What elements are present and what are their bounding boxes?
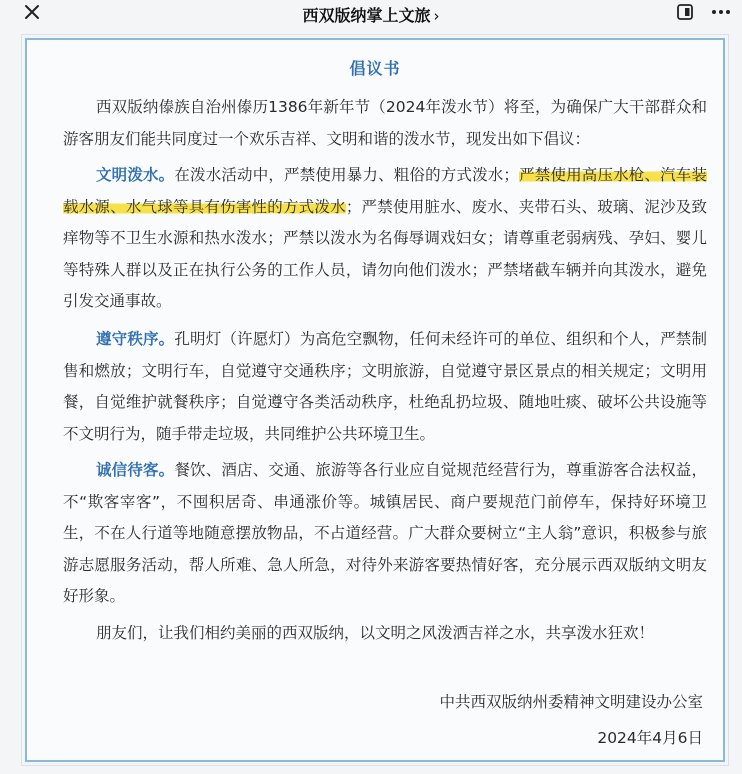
section-text: ；严禁使用脏水、废水、夹带石头、玻璃、泥沙及致痒物等不卫生水源和热水泼水；严禁以泼水为名侮辱调戏妇女；请尊重老弱病残、孕妇、婴儿等特殊人群以及正在执行公务的工作人员，请勿向他们泼水；严禁堵截车辆并向其泼水，避免引发交通事故。 xyxy=(63,197,707,310)
floating-window-button[interactable] xyxy=(676,3,694,21)
section-civilized-water-splashing xyxy=(63,160,707,318)
account-title: 西双版纳掌上文旅 xyxy=(302,6,431,25)
section-observe-order xyxy=(63,324,707,450)
section-heading: 遵守秩序。 xyxy=(96,330,175,348)
closing-paragraph: 朋友们，让我们相约美丽的西双版纳，以文明之风泼洒吉祥之水，共享泼水狂欢！ xyxy=(96,624,655,642)
section-text: 在泼水活动中，严禁使用暴力、粗俗的方式泼水； xyxy=(174,166,519,184)
document-title: 倡议书 xyxy=(349,59,401,78)
signature: 中共西双版纳州委精神文明建设办公室 xyxy=(439,693,703,711)
document-card xyxy=(25,38,725,762)
account-title-link[interactable] xyxy=(0,3,742,26)
section-heading: 文明泼水。 xyxy=(96,166,175,184)
section-text: 孔明灯（许愿灯）为高危空飘物，任何未经许可的单位、组织和个人，严禁制售和燃放；文明行车，自觉遵守交通秩序；文明旅游，自觉遵守景区景点的相关规定；文明用餐，自觉维护就餐秩序；自觉遵守各类活动秩序，杜绝乱扔垃圾、随地吐痰、破坏公共设施等不文明行为，随手带走垃圾，共同维护公共环境卫生。 xyxy=(63,330,707,443)
floating-window-icon xyxy=(676,3,694,21)
more-button[interactable] xyxy=(710,3,732,21)
section-heading: 诚信待客。 xyxy=(96,461,175,479)
chevron-right-icon: › xyxy=(433,7,440,25)
section-honest-hospitality xyxy=(63,455,707,613)
top-bar xyxy=(0,0,742,26)
section-text: 餐饮、酒店、交通、旅游等各行业应自觉规范经营行为，尊重游客合法权益，不“欺客宰客”，不囤积居奇、串通涨价等。城镇居民、商户要规范门前停车，保持好环境卫生，不在人行道等地随意摆放物品，不占道经营。广大群众要树立“主人翁”意识，积极参与旅游志愿服务活动，帮人所难、急人所急，对待外来游客要热情好客，充分展示西双版纳文明友好形象。 xyxy=(63,461,707,605)
more-icon xyxy=(710,3,732,21)
document-date: 2024年4月6日 xyxy=(597,729,703,747)
intro-paragraph: 西双版纳傣族自治州傣历1386年新年节（2024年泼水节）将至，为确保广大干部群众和游客朋友们能共同度过一个欢乐吉祥、文明和谐的泼水节，现发出如下倡议： xyxy=(63,98,707,148)
highlighted-text: 严禁使用高压水枪、汽车装载水源、水气球等具有伤害性的方式泼水 xyxy=(63,166,707,216)
